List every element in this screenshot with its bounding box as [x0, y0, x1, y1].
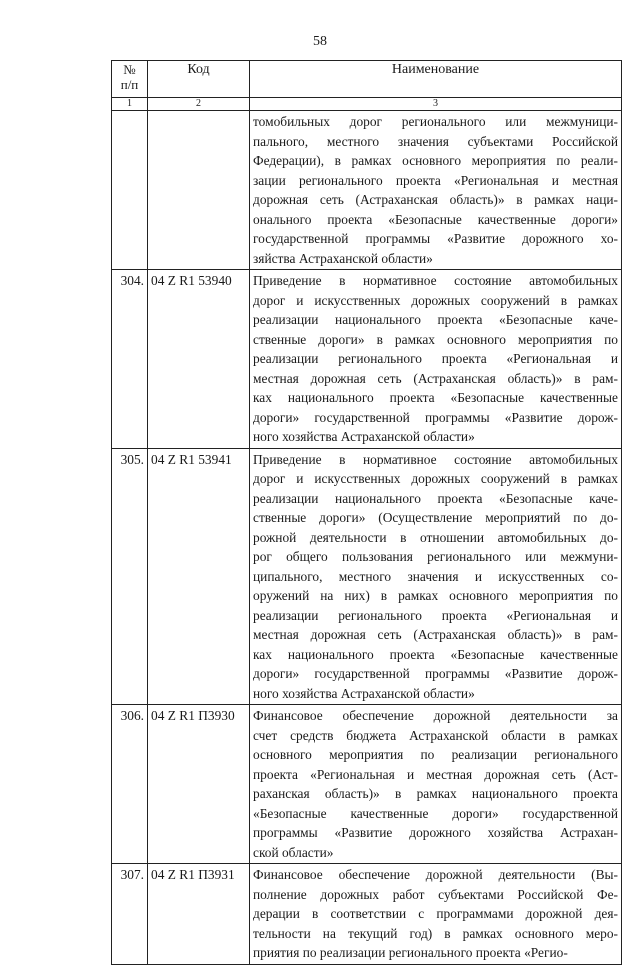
name-line: ках национального проекта «Безопасные качественные — [253, 646, 618, 662]
row-code: 04 Z R1 53940 — [148, 270, 250, 449]
row-number — [112, 111, 148, 270]
page-number: 58 — [313, 34, 327, 49]
name-line: зяйства Астраханской области» — [253, 250, 433, 266]
name-line: раханская область)» в рамках национального проекта — [253, 786, 618, 801]
name-line: программы «Развитие дорожного хозяйства Астрахан- — [253, 825, 618, 840]
row-number: 305. — [112, 448, 148, 705]
name-line: Приведение в нормативное состояние автомобильных — [253, 451, 618, 467]
name-line: ного хозяйства Астраханской области» — [253, 685, 475, 701]
name-line: реализации регионального проекта «Региональная и — [253, 351, 618, 366]
name-line: Приведение в нормативное состояние автомобильных — [253, 273, 618, 288]
name-line: Федерации), в рамках основного мероприятия по реали- — [253, 153, 618, 168]
table-row — [112, 448, 622, 705]
name-line: основного мероприятия по реализации регионального — [253, 747, 618, 762]
name-line: реализации регионального проекта «Региональная и — [253, 607, 618, 623]
name-line: дерации в соответствии с программами дорожной дея- — [253, 906, 618, 921]
table-body — [112, 111, 622, 965]
name-line: ской области» — [253, 844, 334, 860]
row-name — [250, 705, 622, 864]
name-line: оружений на них) в рамках основного мероприятия по — [253, 588, 618, 603]
name-line: реализации национального проекта «Безопасные каче- — [253, 312, 618, 327]
table-row — [112, 111, 622, 270]
name-line: зации регионального проекта «Региональная и местная — [253, 172, 618, 188]
row-code: 04 Z R1 53941 — [148, 448, 250, 705]
name-line: приятия по реализации регионального проекта «Регио- — [253, 945, 568, 960]
table-row — [112, 270, 622, 449]
row-name — [250, 270, 622, 449]
row-number: 307. — [112, 864, 148, 965]
name-line: ках национального проекта «Безопасные качественные — [253, 390, 618, 405]
column-index: 3 — [250, 98, 622, 111]
header-code: Код — [148, 61, 250, 98]
header-number-symbol: № — [123, 62, 136, 77]
name-line: дорожная сеть (Астраханская область)» в рамках наци- — [253, 192, 618, 207]
name-line: дороги» государственной программы «Развитие дорож- — [253, 666, 618, 681]
name-line: томобильных дорог регионального или межмуници- — [253, 114, 618, 129]
name-line: счет средств бюджета Астраханской области в рамках — [253, 727, 618, 743]
column-index: 2 — [148, 98, 250, 111]
name-line: дорог и искусственных дорожных сооружений в рамках — [253, 471, 618, 486]
row-name — [250, 448, 622, 705]
name-line: ципального, местного значения и искусственных со- — [253, 568, 618, 584]
name-line: полнение дорожных работ субъектами Российской Фе- — [253, 886, 618, 902]
name-line: пального, местного значения субъектами Российской — [253, 133, 618, 149]
row-code: 04 Z R1 П3931 — [148, 864, 250, 965]
name-line: дороги» государственной программы «Развитие дорож- — [253, 409, 618, 425]
name-line: ного хозяйства Астраханской области» — [253, 429, 475, 444]
table-row — [112, 864, 622, 965]
name-line: Финансовое обеспечение дорожной деятельности (Вы- — [253, 867, 618, 882]
name-line: местная дорожная сеть (Астраханская область)» в рам- — [253, 627, 618, 642]
name-line: реализации национального проекта «Безопасные каче- — [253, 490, 618, 506]
row-name — [250, 111, 622, 270]
name-line: Финансовое обеспечение дорожной деятельности за — [253, 708, 618, 723]
budget-classification-table — [111, 60, 622, 965]
name-line: дорог и искусственных дорожных сооружений в рамках — [253, 292, 618, 308]
name-line: рог общего пользования регионального или межмуни- — [253, 549, 618, 564]
name-line: ственные дороги» (Осуществление мероприятий по до- — [253, 510, 618, 525]
name-line: тельности на текущий год) в рамках основного меро- — [253, 925, 618, 941]
column-index-row — [112, 98, 622, 111]
row-name — [250, 864, 622, 965]
table-row — [112, 705, 622, 864]
table-header-row — [112, 61, 622, 98]
name-line: ственные дороги» в рамках основного мероприятия по — [253, 331, 618, 347]
name-line: рожной деятельности в отношении автомобильных до- — [253, 529, 618, 545]
header-name: Наименование — [250, 61, 622, 98]
name-line: государственной программы «Развитие дорожного хо- — [253, 231, 618, 246]
name-line: «Безопасные качественные дороги» государственной — [253, 805, 618, 821]
name-line: местная дорожная сеть (Астраханская область)» в рам- — [253, 370, 618, 386]
row-number: 306. — [112, 705, 148, 864]
row-code — [148, 111, 250, 270]
name-line: проекта «Региональная и местная дорожная сеть (Аст- — [253, 766, 618, 782]
row-code: 04 Z R1 П3930 — [148, 705, 250, 864]
name-line: онального проекта «Безопасные качественные дороги» — [253, 211, 618, 227]
header-number-abbrev: п/п — [120, 77, 139, 92]
column-index: 1 — [112, 98, 148, 111]
row-number: 304. — [112, 270, 148, 449]
header-number — [112, 61, 148, 98]
